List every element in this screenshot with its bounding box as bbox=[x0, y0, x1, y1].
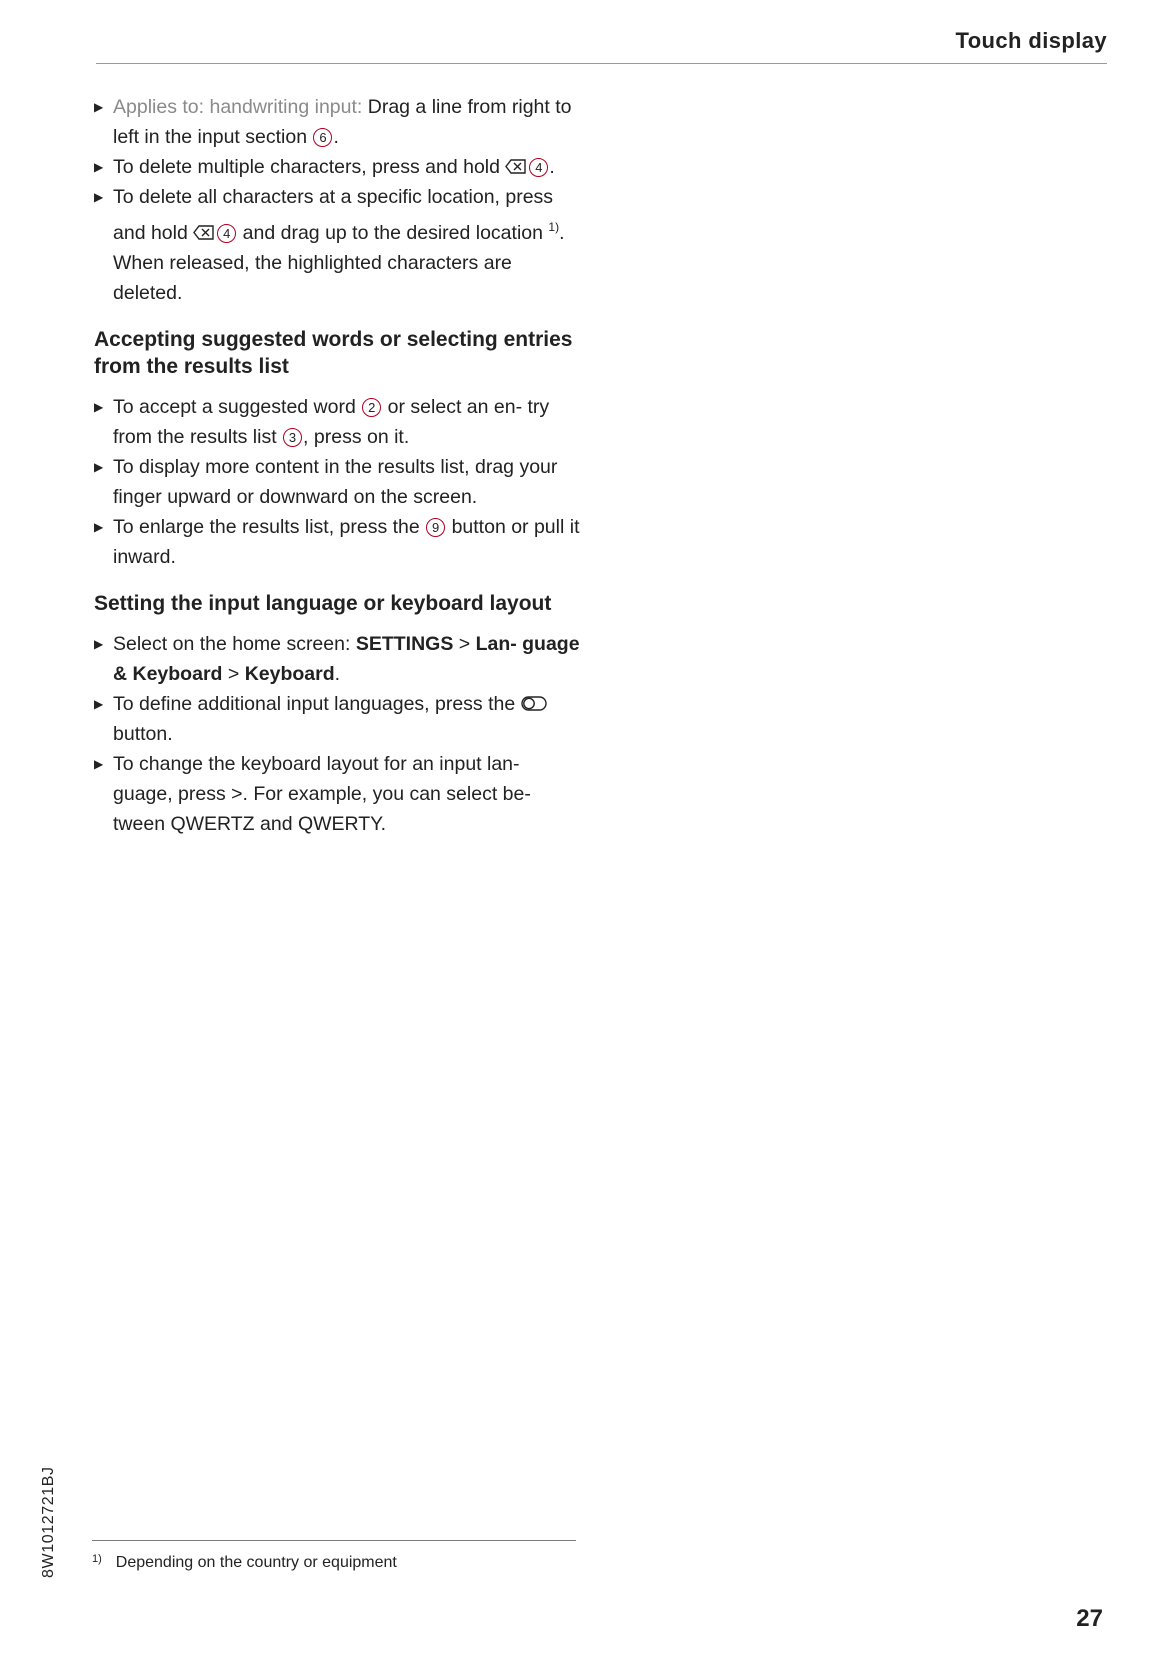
delete-key-icon bbox=[193, 225, 214, 240]
header-divider bbox=[96, 63, 1107, 64]
triangle-bullet-icon: ▶ bbox=[94, 637, 104, 651]
footnote-mark: 1) bbox=[92, 1553, 102, 1565]
triangle-bullet-icon: ▶ bbox=[94, 100, 104, 114]
delete-key-icon bbox=[505, 159, 526, 174]
callout-number: 2 bbox=[362, 398, 381, 417]
header-title: Touch display bbox=[955, 28, 1107, 53]
callout-number: 9 bbox=[426, 518, 445, 537]
footnote-ref: 1) bbox=[548, 220, 560, 234]
footnote bbox=[92, 1553, 397, 1572]
triangle-bullet-icon: ▶ bbox=[94, 757, 104, 771]
toggle-icon bbox=[521, 690, 547, 705]
menu-path-settings: SETTINGS bbox=[355, 633, 454, 655]
list-item: ▶ To delete multiple characters, press and hold 4 . bbox=[94, 152, 584, 182]
callout-number: 3 bbox=[283, 428, 302, 447]
menu-path-keyboard: Keyboard bbox=[244, 663, 335, 685]
footnote-divider bbox=[92, 1540, 576, 1541]
list-item: ▶ To enlarge the results list, press the 9 button or pull it inward. bbox=[94, 512, 584, 572]
list-item: ▶ To define additional input languages, press the button. bbox=[94, 689, 584, 749]
callout-number: 4 bbox=[217, 224, 236, 243]
list-item: ▶ Select on the home screen: SETTINGS > Lan- guage & Keyboard > Keyboard. bbox=[94, 629, 584, 689]
list-item: ▶ To delete all characters at a specific location, press and hold 4 and drag up to the desired location $^{1)}$. When released, the highlighted characters are deleted. bbox=[94, 182, 584, 308]
section-heading: Setting the input language or keyboard layout bbox=[94, 592, 552, 615]
section-heading: Accepting suggested words or selecting entries from the results list bbox=[94, 328, 573, 378]
list-item: ▶ To change the keyboard layout for an input lan- guage, press >. For example, you can select be- tween QWERTZ and QWERTY. bbox=[94, 749, 584, 839]
list-item: ▶ To accept a suggested word 2 or select an en- try from the results list 3 , press on it. bbox=[94, 392, 584, 452]
triangle-bullet-icon: ▶ bbox=[94, 697, 104, 711]
document-code: 8W1012721BJ bbox=[40, 1466, 57, 1578]
menu-path-language: Lan- guage & Keyboard bbox=[113, 633, 580, 685]
triangle-bullet-icon: ▶ bbox=[94, 190, 104, 204]
triangle-bullet-icon: ▶ bbox=[94, 160, 104, 174]
list-item: ▶ To display more content in the results list, drag your finger upward or downward on the screen. bbox=[94, 452, 584, 512]
triangle-bullet-icon: ▶ bbox=[94, 400, 104, 414]
page-number: 27 bbox=[1076, 1605, 1103, 1632]
triangle-bullet-icon: ▶ bbox=[94, 520, 104, 534]
callout-number: 6 bbox=[313, 128, 332, 147]
list-item: ▶ Applies to: handwriting input: Drag a line from right to left in the input section 6 . bbox=[94, 92, 584, 152]
footnote-text: Depending on the country or equipment bbox=[115, 1554, 397, 1571]
callout-number: 4 bbox=[529, 158, 548, 177]
applies-to-label: Applies to: handwriting input: bbox=[113, 96, 363, 118]
triangle-bullet-icon: ▶ bbox=[94, 460, 104, 474]
main-column bbox=[94, 92, 584, 839]
